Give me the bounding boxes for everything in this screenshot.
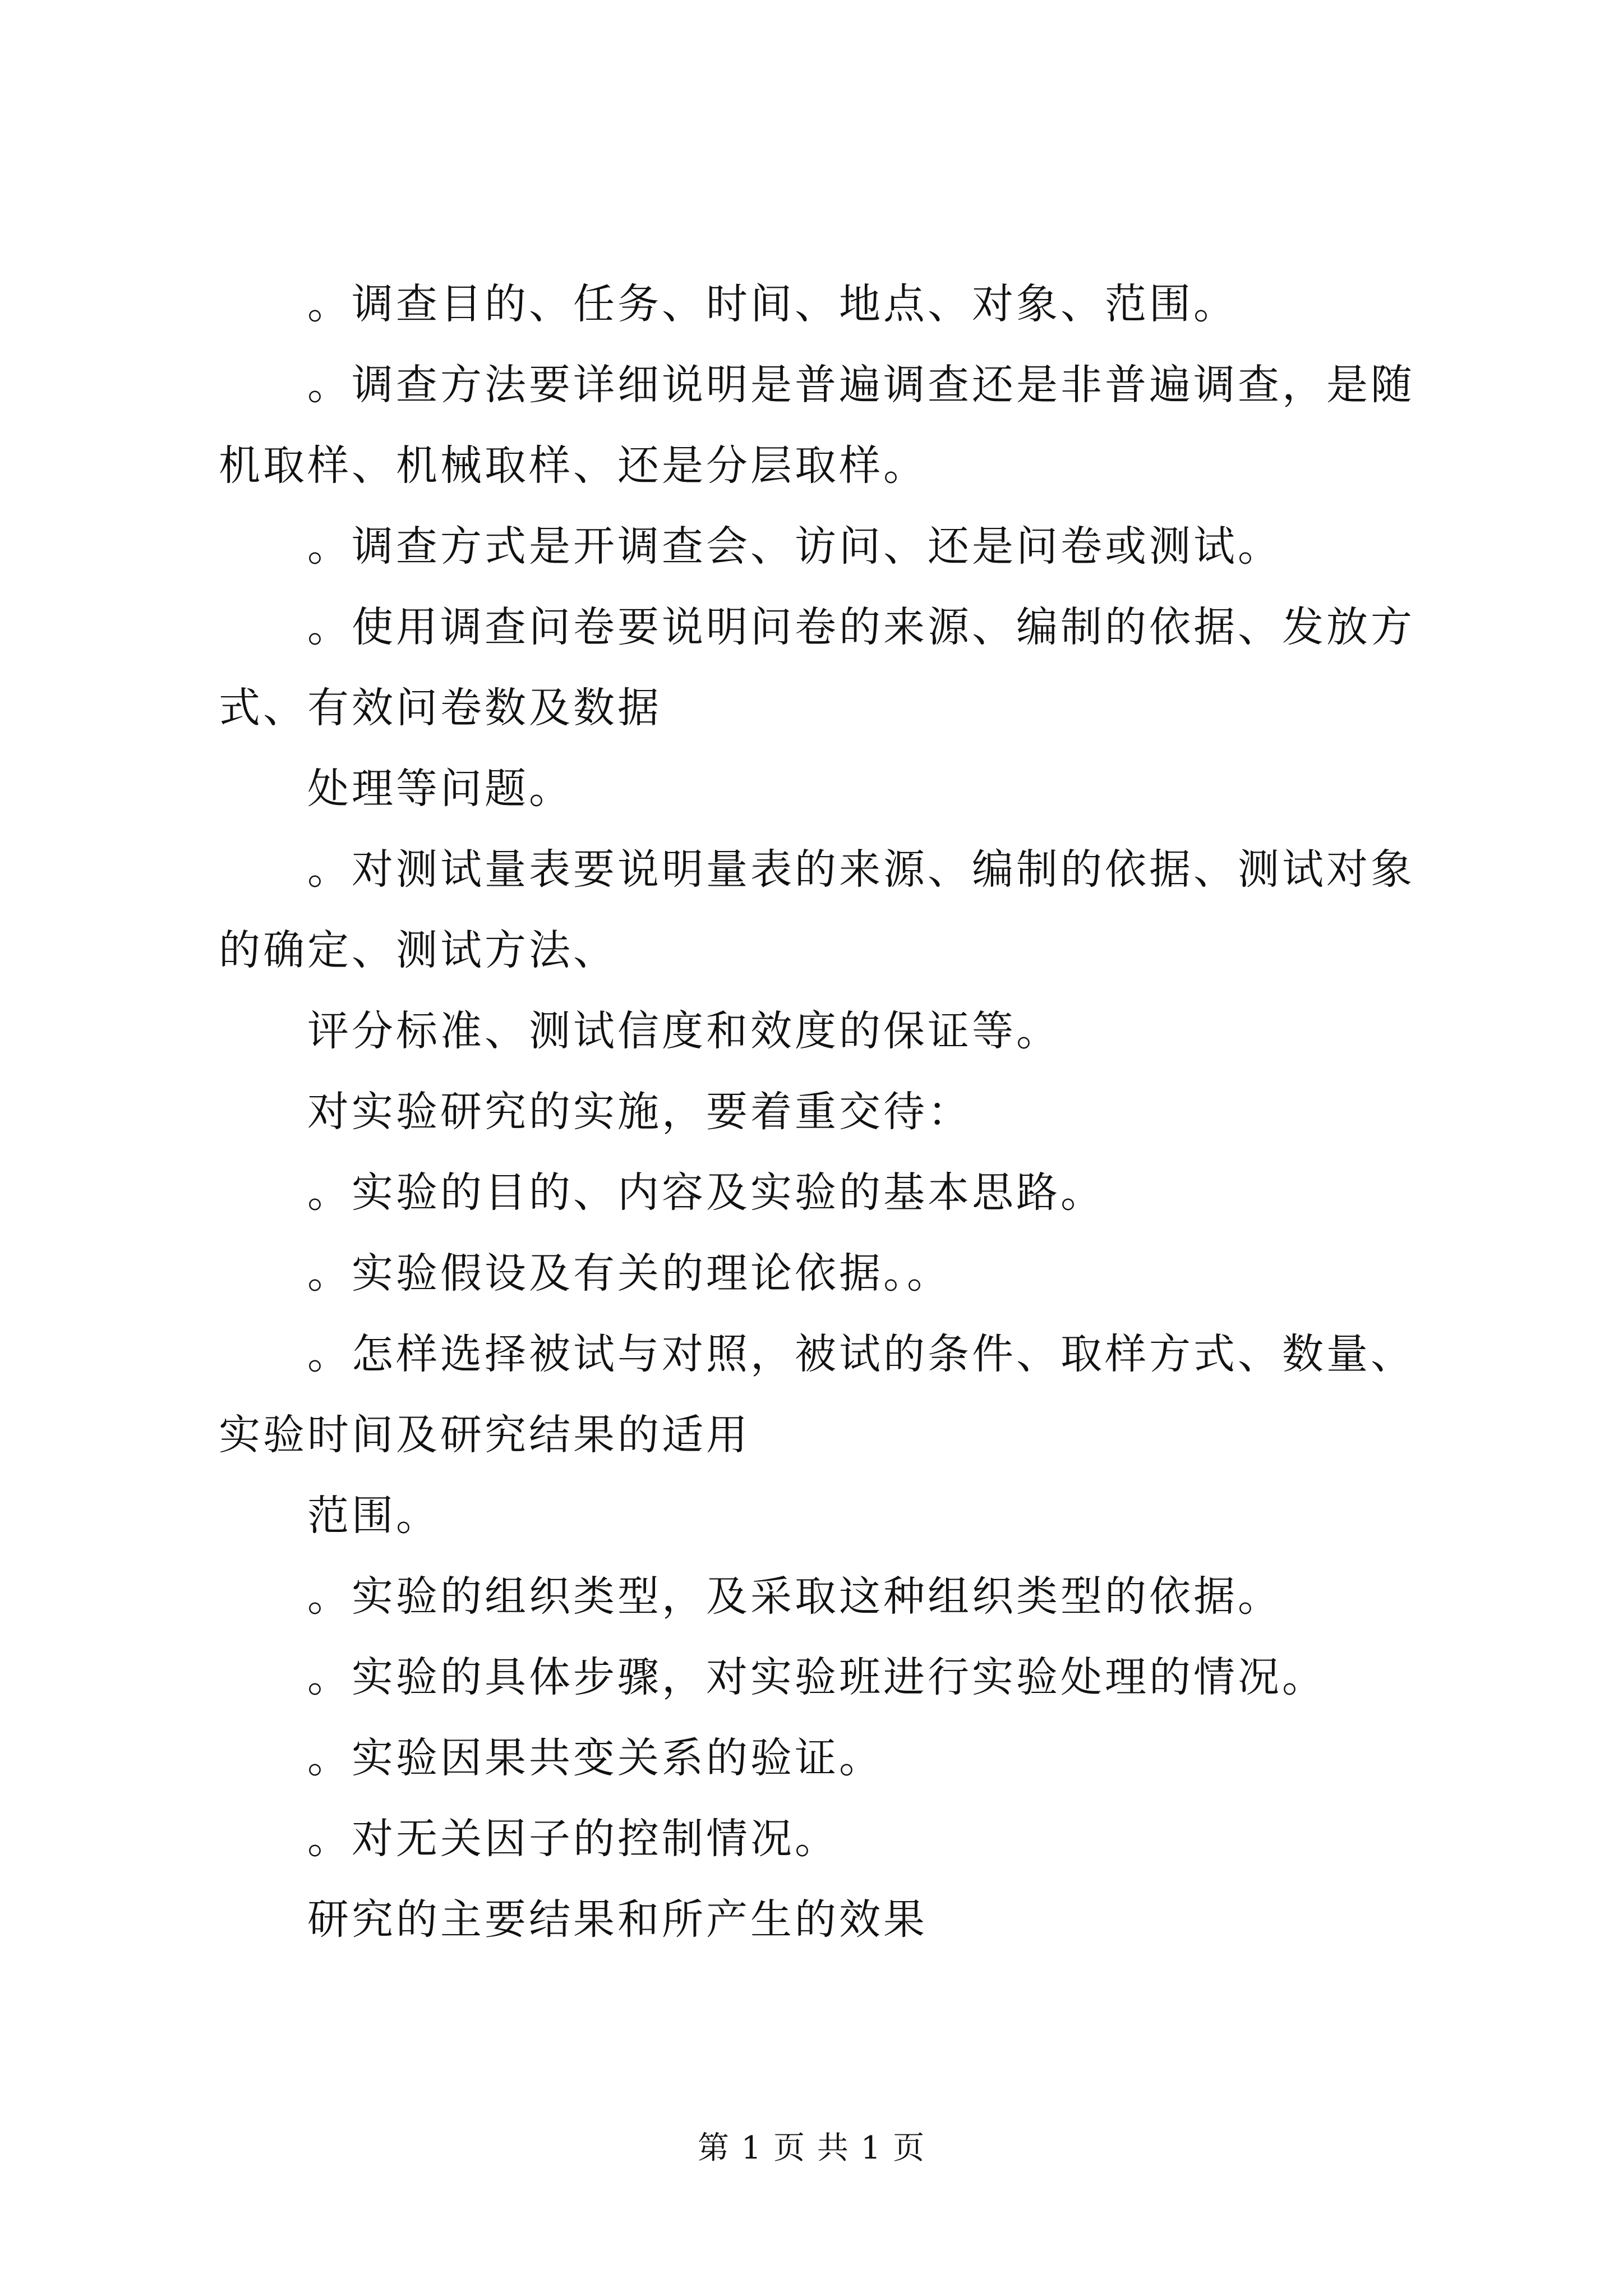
- paragraph: 。调查方法要详细说明是普遍调查还是非普遍调查，是随机取样、机械取样、还是分层取样。: [219, 361, 1415, 490]
- page-footer: [0, 2126, 1623, 2171]
- paragraph: 处理等问题。: [307, 765, 573, 813]
- paragraph: 。实验的具体步骤，对实验班进行实验处理的情况。: [307, 1653, 1326, 1701]
- paragraph: 。实验的组织类型，及采取这种组织类型的依据。: [307, 1572, 1282, 1621]
- paragraph: 。实验因果共变关系的验证。: [307, 1734, 883, 1782]
- paragraph: 研究的主要结果和所产生的效果: [307, 1895, 928, 1944]
- paragraph: 范围。: [307, 1492, 440, 1540]
- paragraph: 。使用调查问卷要说明问卷的来源、编制的依据、发放方式、有效问卷数及数据: [219, 603, 1415, 732]
- paragraph: 。对测试量表要说明量表的来源、编制的依据、测试对象的确定、测试方法、: [219, 845, 1415, 974]
- paragraph: 。对无关因子的控制情况。: [307, 1815, 839, 1863]
- paragraph: 。调查目的、任务、时间、地点、对象、范围。: [307, 280, 1238, 328]
- paragraph: 。调查方式是开调查会、访问、还是问卷或测试。: [307, 522, 1282, 570]
- paragraph: 。怎样选择被试与对照，被试的条件、取样方式、数量、实验时间及研究结果的适用: [219, 1330, 1415, 1459]
- paragraph: 对实验研究的实施，要着重交待：: [307, 1088, 972, 1136]
- paragraph: 。实验的目的、内容及实验的基本思路。: [307, 1168, 1105, 1217]
- paragraph: 评分标准、测试信度和效度的保证等。: [307, 1007, 1061, 1055]
- paragraph: 。实验假设及有关的理论依据。。: [307, 1249, 951, 1297]
- page-number-label: 第 1 页 共 1 页: [697, 2130, 926, 2166]
- document-body: [219, 264, 1430, 1960]
